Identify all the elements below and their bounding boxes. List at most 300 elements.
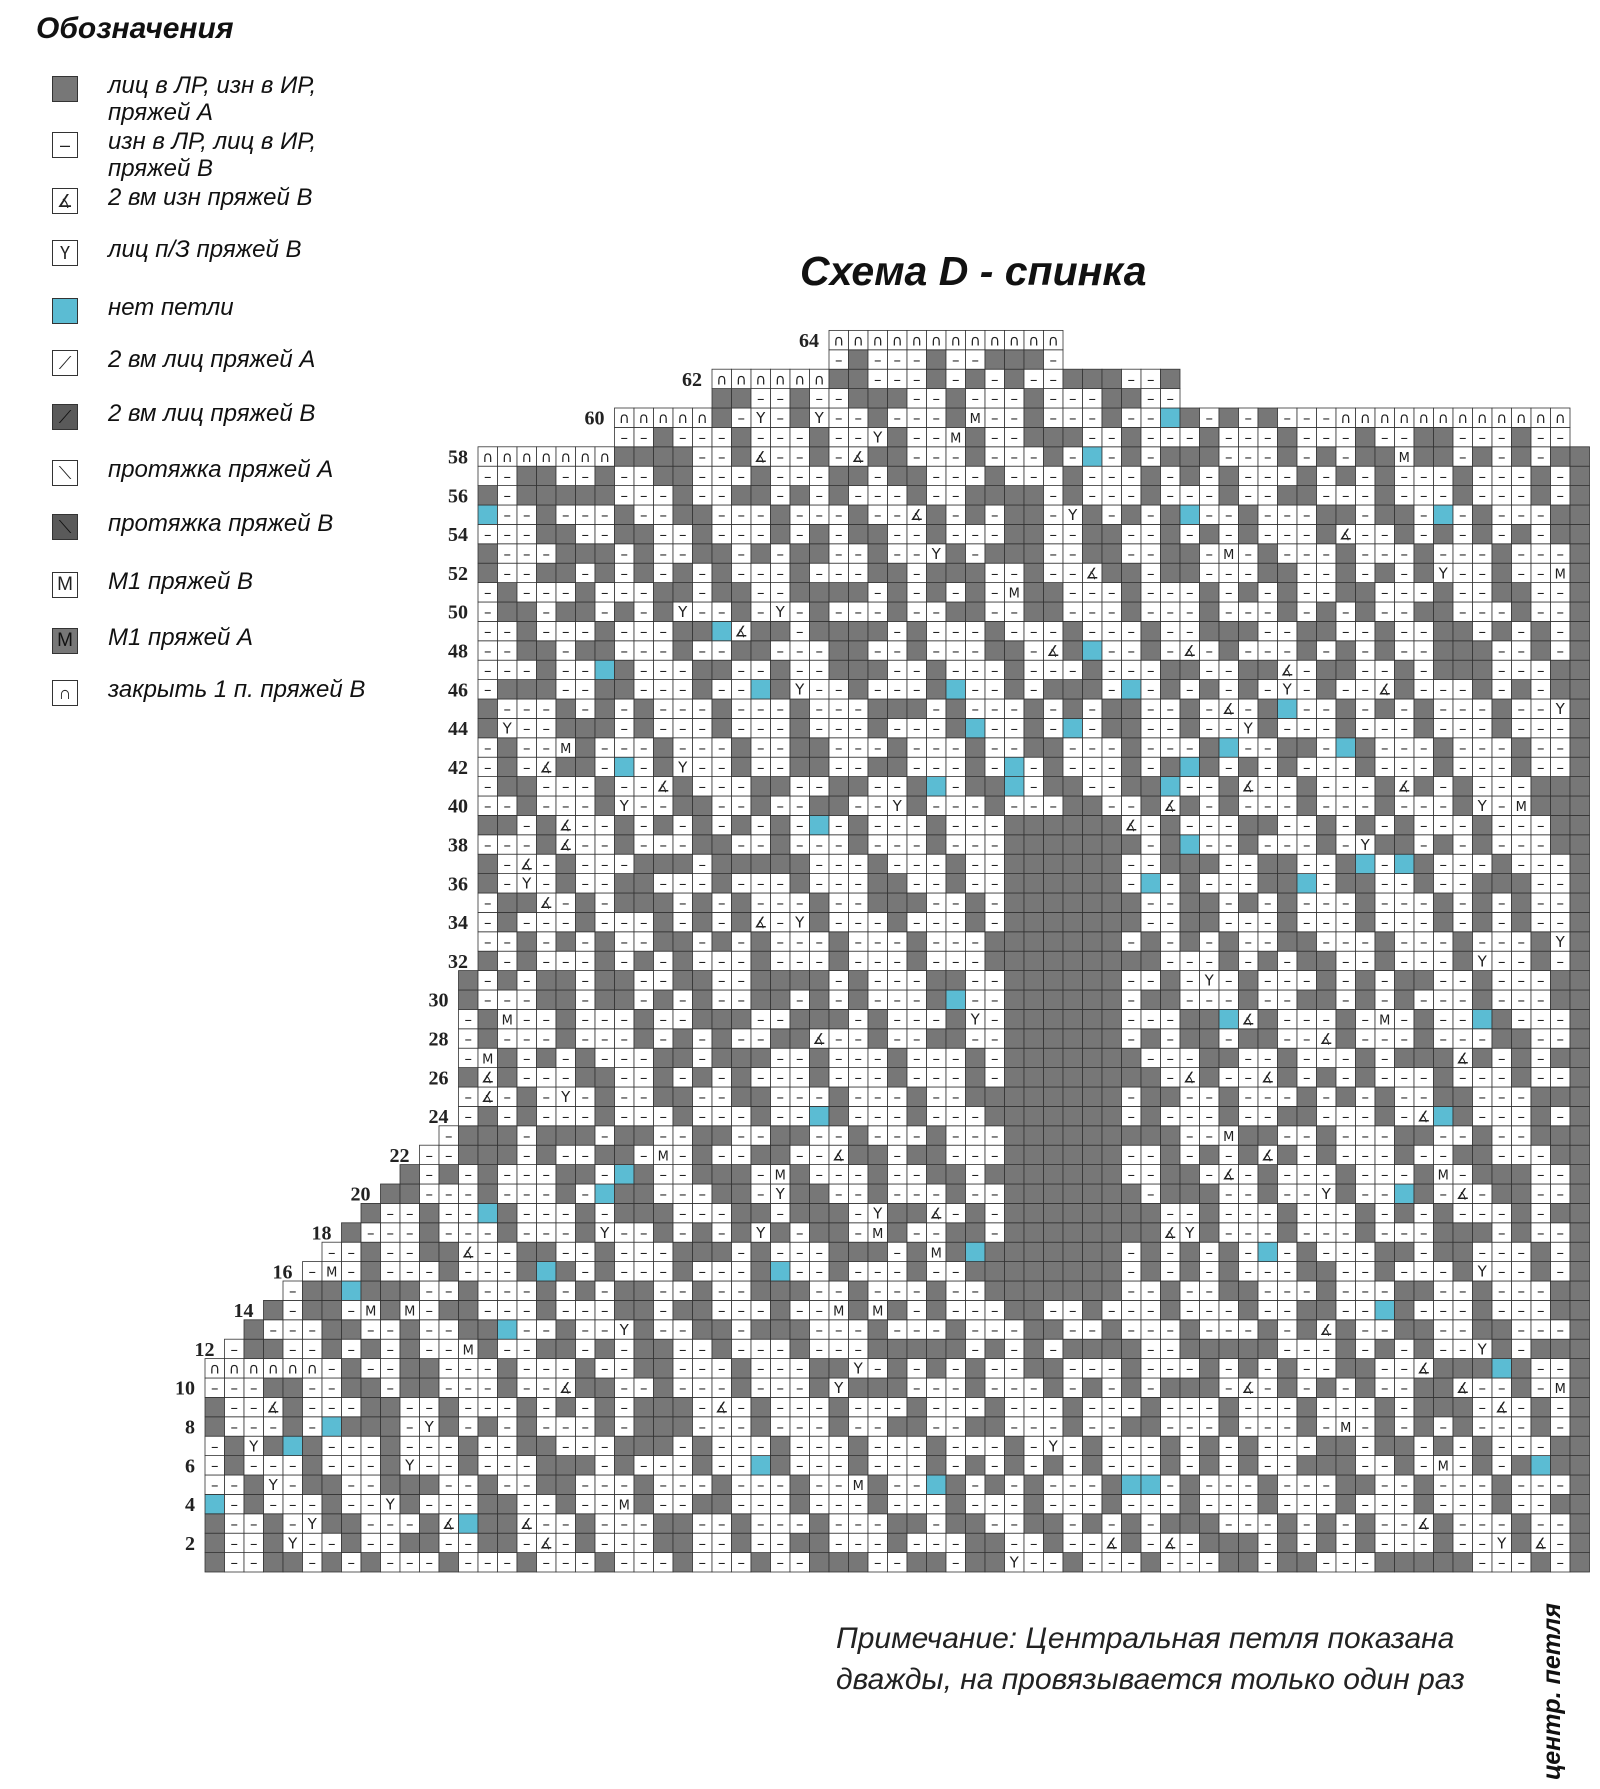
chart-cell-symbol: – [601, 739, 609, 757]
chart-cell-symbol: – [1401, 1360, 1409, 1378]
chart-cell-symbol: – [1557, 1554, 1565, 1572]
chart-cell [1570, 951, 1590, 970]
chart-cell-symbol: – [718, 1534, 726, 1552]
chart-cell [1453, 1417, 1473, 1436]
chart-cell-symbol: – [660, 1030, 668, 1048]
chart-cell-symbol: – [1459, 972, 1467, 990]
chart-cell-symbol: – [660, 1282, 668, 1300]
chart-cell-symbol: – [640, 1263, 648, 1281]
chart-cell-symbol: M [1516, 800, 1527, 815]
chart-cell [1063, 990, 1083, 1009]
chart-cell-symbol: Y [677, 758, 688, 776]
chart-cell [322, 1320, 342, 1339]
chart-cell [927, 1359, 947, 1378]
chart-cell [1336, 718, 1356, 737]
chart-cell [771, 621, 791, 640]
chart-cell [595, 796, 615, 815]
chart-cell-symbol: – [699, 603, 707, 621]
chart-cell-symbol: – [1557, 1515, 1565, 1533]
chart-cell [790, 757, 810, 776]
chart-cell-symbol: Y [775, 1185, 786, 1203]
chart-cell [1395, 1203, 1415, 1222]
chart-cell [556, 718, 576, 737]
chart-cell-symbol: – [406, 1399, 414, 1417]
chart-cell-symbol: – [1128, 1282, 1136, 1300]
chart-cell-symbol: – [1245, 875, 1253, 893]
chart-cell [537, 1126, 557, 1145]
chart-cell-symbol: – [1264, 972, 1272, 990]
chart-cell-symbol: – [523, 914, 531, 932]
chart-cell-symbol: – [1498, 1127, 1506, 1145]
chart-cell-symbol: ∡ [1242, 1011, 1255, 1029]
chart-cell-symbol: – [523, 1379, 531, 1397]
chart-cell [1024, 912, 1044, 931]
chart-cell [673, 641, 693, 660]
chart-cell [868, 854, 888, 873]
chart-cell-symbol: – [718, 1437, 726, 1455]
chart-cell-symbol: – [777, 1108, 785, 1126]
chart-cell [1356, 1533, 1376, 1552]
chart-cell-symbol: – [1264, 642, 1272, 660]
chart-cell [1356, 1068, 1376, 1087]
chart-cell-symbol: – [1186, 1554, 1194, 1572]
chart-cell-symbol: – [1518, 1321, 1526, 1339]
chart-cell [1141, 1223, 1161, 1242]
chart-cell-symbol: – [1147, 1437, 1155, 1455]
chart-cell [1161, 1300, 1181, 1319]
chart-cell-symbol: – [1362, 1457, 1370, 1475]
chart-cell-symbol: – [660, 642, 668, 660]
chart-cell-symbol: – [1362, 1146, 1370, 1164]
chart-cell [732, 1223, 752, 1242]
chart-cell-symbol: – [1498, 991, 1506, 1009]
chart-cell [751, 1242, 771, 1261]
chart-cell [478, 1533, 498, 1552]
chart-cell [1336, 1009, 1356, 1028]
chart-cell [1317, 1436, 1337, 1455]
chart-cell-symbol: – [1479, 1088, 1487, 1106]
chart-cell-symbol: – [1089, 584, 1097, 602]
chart-cell [1044, 1145, 1064, 1164]
chart-cell-symbol: – [1284, 817, 1292, 835]
chart-cell-symbol: – [582, 661, 590, 679]
chart-cell-symbol: – [913, 1030, 921, 1048]
chart-cell-symbol: – [699, 1030, 707, 1048]
chart-cell [751, 1203, 771, 1222]
chart-cell [868, 1242, 888, 1261]
chart-cell-symbol: – [640, 1515, 648, 1533]
chart-cell-symbol: – [913, 1166, 921, 1184]
chart-cell-symbol: – [894, 991, 902, 1009]
chart-cell-symbol: – [562, 1243, 570, 1261]
chart-cell [1024, 1223, 1044, 1242]
chart-cell [1336, 660, 1356, 679]
chart-cell [1005, 1009, 1025, 1028]
chart-cell [1317, 1262, 1337, 1281]
chart-cell [1531, 1417, 1551, 1436]
chart-cell [1453, 951, 1473, 970]
chart-cell-symbol: – [1186, 1360, 1194, 1378]
chart-cell [1063, 1087, 1083, 1106]
chart-cell [1473, 874, 1493, 893]
chart-cell-symbol: – [816, 952, 824, 970]
chart-cell-symbol: – [1498, 972, 1506, 990]
chart-cell-symbol: – [406, 1437, 414, 1455]
chart-cell [1512, 1048, 1532, 1067]
chart-cell-symbol: – [757, 1030, 765, 1048]
chart-cell [654, 1533, 674, 1552]
chart-cell [712, 1126, 732, 1145]
chart-cell-symbol: – [1167, 642, 1175, 660]
chart-cell [732, 1048, 752, 1067]
chart-cell-symbol: – [1323, 778, 1331, 796]
chart-cell [1297, 1087, 1317, 1106]
k-tbl-b-symbol-icon: Ү [52, 240, 78, 266]
chart-cell [498, 893, 518, 912]
chart-cell [634, 1494, 654, 1513]
chart-cell [1044, 1378, 1064, 1397]
chart-cell [595, 680, 615, 699]
chart-cell [751, 777, 771, 796]
chart-cell-symbol: – [952, 1457, 960, 1475]
chart-cell-symbol: – [718, 894, 726, 912]
chart-cell-symbol: – [484, 797, 492, 815]
chart-cell-symbol: – [1206, 1127, 1214, 1145]
chart-cell-symbol: – [1557, 1321, 1565, 1339]
chart-cell [829, 641, 849, 660]
chart-cell [1161, 1145, 1181, 1164]
chart-cell [1083, 835, 1103, 854]
chart-cell [1356, 1475, 1376, 1494]
chart-cell [1239, 1359, 1259, 1378]
chart-cell-symbol: – [640, 1457, 648, 1475]
chart-cell-symbol: – [1479, 933, 1487, 951]
chart-cell [771, 1281, 791, 1300]
chart-cell-symbol: – [816, 1437, 824, 1455]
chart-cell-symbol: – [1206, 952, 1214, 970]
chart-cell-symbol: – [913, 836, 921, 854]
chart-cell [1356, 1359, 1376, 1378]
chart-cell-symbol: – [231, 1554, 239, 1572]
chart-cell [1063, 1145, 1083, 1164]
chart-cell [556, 971, 576, 990]
chart-cell [927, 777, 947, 796]
chart-cell-symbol: – [543, 603, 551, 621]
chart-cell [400, 1281, 420, 1300]
chart-cell [966, 1048, 986, 1067]
chart-cell-symbol: – [1225, 1205, 1233, 1223]
chart-cell [1102, 1494, 1122, 1513]
chart-cell-symbol: – [1479, 855, 1487, 873]
chart-cell-symbol: – [601, 855, 609, 873]
chart-cell-symbol: – [1147, 1282, 1155, 1300]
chart-cell [361, 1281, 381, 1300]
chart-cell [283, 1553, 303, 1572]
chart-cell [1492, 583, 1512, 602]
chart-cell-symbol: – [738, 778, 746, 796]
chart-cell [1512, 1456, 1532, 1475]
chart-cell-symbol: – [1323, 720, 1331, 738]
chart-cell [1570, 1300, 1590, 1319]
chart-cell [732, 602, 752, 621]
chart-cell [1044, 893, 1064, 912]
chart-cell-symbol: – [1284, 1418, 1292, 1436]
chart-cell [1180, 699, 1200, 718]
chart-cell [1024, 932, 1044, 951]
chart-cell-symbol: – [523, 1049, 531, 1067]
chart-cell-symbol: – [543, 797, 551, 815]
chart-cell [1317, 835, 1337, 854]
chart-cell [1005, 874, 1025, 893]
chart-cell [595, 1087, 615, 1106]
chart-cell-symbol: – [1342, 1515, 1350, 1533]
chart-cell-symbol: M [326, 1266, 337, 1281]
chart-cell [478, 1106, 498, 1125]
chart-cell-symbol: – [913, 1069, 921, 1087]
chart-cell [1356, 912, 1376, 931]
chart-cell-symbol: – [1186, 1088, 1194, 1106]
chart-cell [1161, 1436, 1181, 1455]
chart-cell [478, 951, 498, 970]
chart-cell [1200, 738, 1220, 757]
chart-cell-symbol: – [1537, 739, 1545, 757]
chart-cell-symbol: – [1381, 1534, 1389, 1552]
chart-cell [1512, 1068, 1532, 1087]
chart-cell-symbol: – [426, 1437, 434, 1455]
chart-cell [1044, 757, 1064, 776]
chart-cell [1024, 718, 1044, 737]
chart-cell [400, 1533, 420, 1552]
chart-cell-symbol: – [1069, 1534, 1077, 1552]
chart-cell [303, 1456, 323, 1475]
chart-cell [829, 1397, 849, 1416]
chart-cell [1141, 1475, 1161, 1494]
chart-cell-symbol: – [855, 1399, 863, 1417]
chart-cell [1102, 1009, 1122, 1028]
chart-cell [1180, 1184, 1200, 1203]
chart-cell [849, 1436, 869, 1455]
chart-cell [381, 1397, 401, 1416]
chart-cell-symbol: – [699, 1360, 707, 1378]
chart-cell [771, 1262, 791, 1281]
chart-cell [810, 1106, 830, 1125]
chart-cell-symbol: – [991, 1030, 999, 1048]
chart-cell [556, 1029, 576, 1048]
chart-cell-symbol: – [757, 758, 765, 776]
chart-cell-symbol: – [1264, 1049, 1272, 1067]
chart-cell-symbol: – [601, 1476, 609, 1494]
chart-cell-symbol: – [1303, 817, 1311, 835]
chart-cell [1551, 1436, 1571, 1455]
chart-cell [595, 563, 615, 582]
chart-cell-symbol: – [1186, 1302, 1194, 1320]
chart-cell-symbol: – [1459, 817, 1467, 835]
chart-cell-symbol: Y [268, 1476, 279, 1494]
chart-cell-symbol: – [1537, 1049, 1545, 1067]
chart-cell [322, 1494, 342, 1513]
chart-cell-symbol: – [1147, 720, 1155, 738]
chart-cell-symbol: – [952, 623, 960, 641]
chart-cell-symbol: – [543, 1069, 551, 1087]
chart-cell-symbol: – [1089, 778, 1097, 796]
chart-cell-symbol: – [1011, 623, 1019, 641]
chart-cell-symbol: – [426, 1554, 434, 1572]
chart-cell-symbol: – [484, 778, 492, 796]
chart-cell-symbol: ∡ [1378, 681, 1391, 699]
chart-cell [1395, 990, 1415, 1009]
chart-cell [1570, 1029, 1590, 1048]
chart-cell [751, 1281, 771, 1300]
chart-cell-symbol: – [855, 603, 863, 621]
chart-cell-symbol: – [1225, 914, 1233, 932]
chart-cell-symbol: – [1128, 855, 1136, 873]
chart-cell [634, 1281, 654, 1300]
chart-cell [1356, 1223, 1376, 1242]
chart-cell-symbol: – [1284, 1302, 1292, 1320]
chart-cell [361, 1262, 381, 1281]
chart-cell-symbol: – [1557, 1360, 1565, 1378]
chart-cell-symbol: – [1381, 855, 1389, 873]
chart-cell [985, 621, 1005, 640]
chart-cell [790, 854, 810, 873]
chart-cell [361, 1339, 381, 1358]
chart-cell [615, 971, 635, 990]
chart-cell [1044, 1126, 1064, 1145]
chart-cell-symbol: – [562, 1049, 570, 1067]
chart-cell-symbol: – [1342, 1069, 1350, 1087]
chart-cell [634, 854, 654, 873]
chart-cell-symbol: – [1459, 991, 1467, 1009]
chart-cell [985, 1417, 1005, 1436]
chart-cell [595, 1106, 615, 1125]
chart-cell-symbol: – [1011, 1321, 1019, 1339]
chart-cell-symbol: – [1420, 1205, 1428, 1223]
chart-cell [1297, 621, 1317, 640]
chart-cell-symbol: – [991, 817, 999, 835]
chart-cell-symbol: – [1342, 952, 1350, 970]
chart-cell [1570, 1397, 1590, 1416]
chart-cell-symbol: – [991, 1496, 999, 1514]
chart-cell [1083, 1029, 1103, 1048]
chart-cell [1375, 1087, 1395, 1106]
chart-cell [381, 1436, 401, 1455]
chart-cell [1453, 1242, 1473, 1261]
chart-cell [712, 1009, 732, 1028]
chart-cell [927, 1300, 947, 1319]
chart-cell [478, 1126, 498, 1145]
chart-cell-symbol: – [1069, 661, 1077, 679]
chart-cell [1297, 874, 1317, 893]
chart-cell-symbol: – [1537, 1496, 1545, 1514]
chart-cell-symbol: – [328, 1243, 336, 1261]
chart-cell-symbol: – [1245, 1088, 1253, 1106]
chart-cell-symbol: – [601, 894, 609, 912]
chart-cell [1219, 1262, 1239, 1281]
chart-cell [1473, 835, 1493, 854]
chart-cell-symbol: – [445, 1360, 453, 1378]
chart-cell-symbol: – [1245, 914, 1253, 932]
chart-cell [907, 1203, 927, 1222]
chart-cell-symbol: – [601, 1030, 609, 1048]
chart-cell-symbol: – [952, 1282, 960, 1300]
chart-cell-symbol: – [933, 700, 941, 718]
chart-cell-symbol: – [1284, 1437, 1292, 1455]
chart-cell-symbol: – [1381, 1224, 1389, 1242]
chart-cell-symbol: – [933, 1185, 941, 1203]
chart-cell-symbol: – [562, 1515, 570, 1533]
chart-cell-symbol: – [367, 1515, 375, 1533]
chart-cell-symbol: – [1518, 817, 1526, 835]
chart-cell-symbol: – [484, 1243, 492, 1261]
chart-cell [654, 1417, 674, 1436]
chart-cell [1414, 777, 1434, 796]
chart-cell-symbol: – [874, 1515, 882, 1533]
chart-cell-symbol: – [1167, 1554, 1175, 1572]
chart-cell-symbol: – [1401, 1224, 1409, 1242]
chart-cell-symbol: – [1167, 894, 1175, 912]
chart-cell [1141, 951, 1161, 970]
chart-cell [888, 1203, 908, 1222]
chart-cell [790, 738, 810, 757]
chart-cell [1551, 1456, 1571, 1475]
chart-cell-symbol: – [1147, 1302, 1155, 1320]
chart-cell-symbol: – [738, 1476, 746, 1494]
chart-cell [1239, 893, 1259, 912]
chart-cell-symbol: Y [794, 914, 805, 932]
chart-cell-symbol: – [757, 1127, 765, 1145]
chart-cell-symbol: – [933, 739, 941, 757]
chart-cell [1375, 1262, 1395, 1281]
chart-cell-symbol: – [601, 1302, 609, 1320]
chart-cell-symbol: – [348, 1263, 356, 1281]
chart-cell [1512, 1184, 1532, 1203]
chart-cell [1473, 1300, 1493, 1319]
chart-cell-symbol: – [523, 1166, 531, 1184]
chart-cell-symbol: – [231, 1534, 239, 1552]
chart-cell-symbol: – [1128, 1263, 1136, 1281]
chart-cell-symbol: – [1011, 700, 1019, 718]
chart-cell-symbol: – [855, 914, 863, 932]
chart-cell-symbol: – [1030, 623, 1038, 641]
chart-cell [790, 718, 810, 737]
m1-a-symbol-icon: M [52, 628, 78, 654]
chart-cell [1083, 1009, 1103, 1028]
chart-cell-symbol: – [1167, 1496, 1175, 1514]
chart-cell-symbol: – [777, 894, 785, 912]
chart-cell [1570, 1359, 1590, 1378]
chart-cell-symbol: – [523, 1340, 531, 1358]
chart-cell-symbol: – [679, 875, 687, 893]
chart-cell-symbol: – [211, 1476, 219, 1494]
chart-cell [829, 777, 849, 796]
chart-cell [478, 1145, 498, 1164]
chart-cell-symbol: – [1167, 1011, 1175, 1029]
chart-cell-symbol: – [1342, 817, 1350, 835]
chart-cell-symbol: – [1342, 894, 1350, 912]
chart-cell-symbol: – [1167, 1476, 1175, 1494]
chart-cell-symbol: – [952, 642, 960, 660]
chart-cell-symbol: – [445, 1205, 453, 1223]
chart-cell [1531, 1339, 1551, 1358]
chart-cell-symbol: – [1459, 1457, 1467, 1475]
chart-cell [868, 874, 888, 893]
chart-cell [400, 1165, 420, 1184]
chart-cell-symbol: – [933, 1263, 941, 1281]
chart-cell-symbol: – [1323, 1049, 1331, 1067]
chart-cell-symbol: – [972, 1030, 980, 1048]
chart-cell-symbol: – [1089, 700, 1097, 718]
chart-cell-symbol: – [952, 1088, 960, 1106]
